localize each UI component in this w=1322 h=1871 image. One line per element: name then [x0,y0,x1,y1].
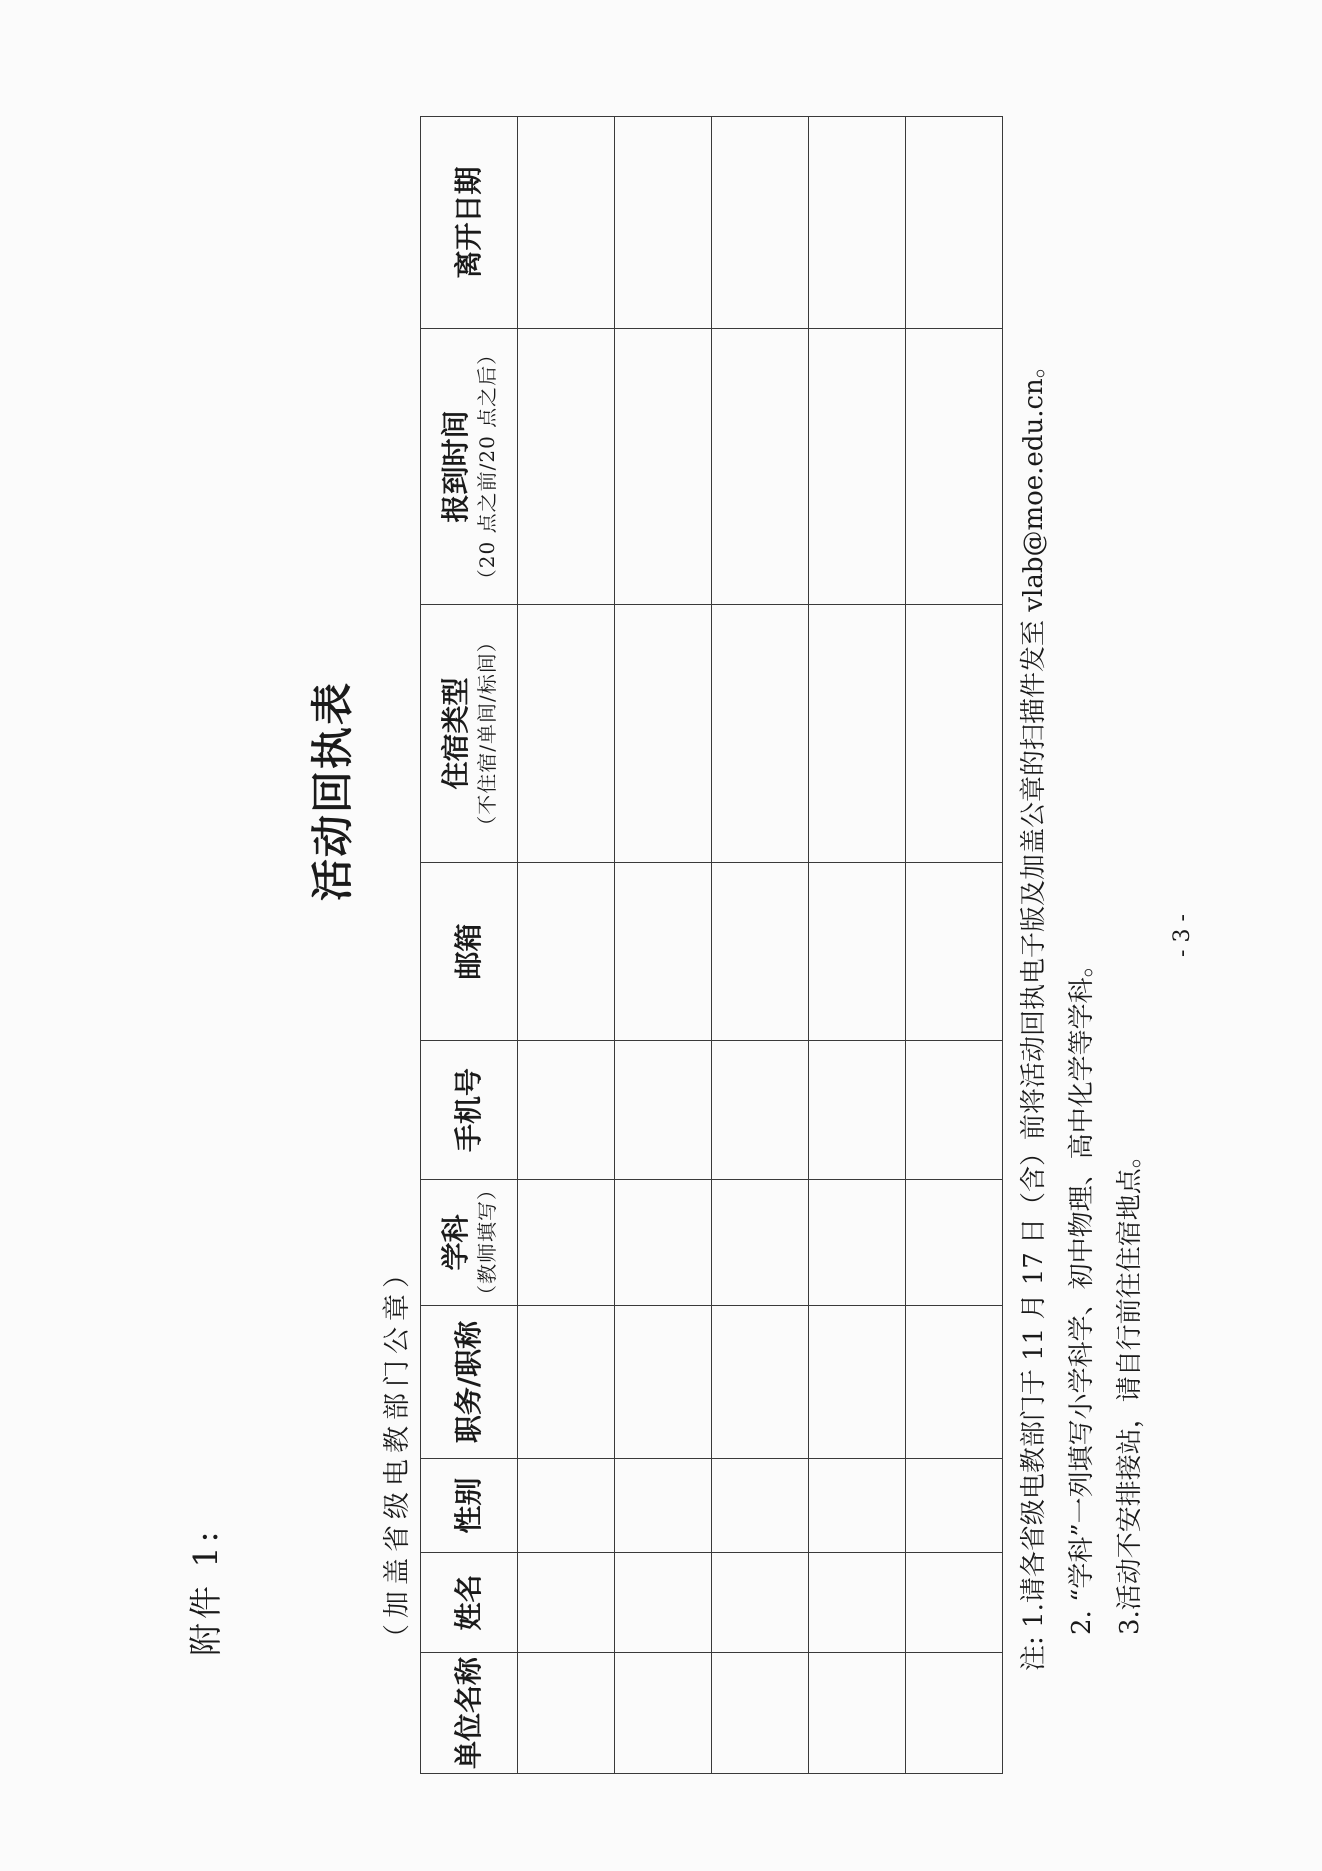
table-cell[interactable] [615,1553,712,1653]
note-line-2: 2. “学科”一列填写小学科学、初中物理、高中化学等学科。 [1067,951,1097,1635]
table-cell[interactable] [906,1653,1003,1774]
table-cell[interactable] [712,605,809,863]
table-cell[interactable] [809,1180,906,1306]
table-cell[interactable] [518,1653,615,1774]
table-cell[interactable] [906,329,1003,605]
table-cell[interactable] [615,863,712,1041]
table-cell[interactable] [809,329,906,605]
table-cell[interactable] [906,1306,1003,1459]
table-cell[interactable] [712,1459,809,1553]
table-cell[interactable] [615,329,712,605]
notes-section [1010,352,1154,1671]
table-cell[interactable] [712,1180,809,1306]
table-cell[interactable] [712,117,809,329]
table-cell[interactable] [712,1553,809,1653]
table-cell[interactable] [518,1180,615,1306]
table-cell[interactable] [906,1553,1003,1653]
table-cell[interactable] [615,605,712,863]
receipt-table [420,116,1003,1774]
table-cell[interactable] [615,1306,712,1459]
table-cell[interactable] [712,1306,809,1459]
col-header-email: 邮箱 [421,863,518,1041]
table-cell[interactable] [809,1041,906,1180]
table-cell[interactable] [615,117,712,329]
stamp-note: （加盖省级电教部门公章） [382,1255,413,1651]
table-cell[interactable] [518,605,615,863]
table-cell[interactable] [906,1041,1003,1180]
table-cell[interactable] [615,1459,712,1553]
table-cell[interactable] [712,329,809,605]
table-cell[interactable] [809,605,906,863]
document-title: 活动回执表 [308,681,357,902]
note-line-1: 注: 1.请各省级电教部门于 11 月 17 日（含）前将活动回执电子版及加盖公章的扫描件发至 vlab@moe.edu.cn。 [1019,352,1049,1671]
table-cell[interactable] [809,117,906,329]
table-header-row [421,117,518,1774]
table-cell[interactable] [809,1553,906,1653]
table-cell[interactable] [712,1041,809,1180]
table-cell[interactable] [712,1653,809,1774]
table-cell[interactable] [518,1306,615,1459]
table-cell[interactable] [906,1459,1003,1553]
table-cell[interactable] [712,863,809,1041]
table-cell[interactable] [518,1459,615,1553]
table-row [906,117,1003,1774]
attachment-label: 附件 1: [186,1527,225,1656]
table-cell[interactable] [906,863,1003,1041]
table-cell[interactable] [518,863,615,1041]
col-header-gender: 性别 [421,1459,518,1553]
table-cell[interactable] [615,1180,712,1306]
table-cell[interactable] [809,1459,906,1553]
table-cell[interactable] [518,329,615,605]
col-header-phone: 手机号 [421,1041,518,1180]
table-cell[interactable] [615,1041,712,1180]
table-cell[interactable] [906,117,1003,329]
table-row [809,117,906,1774]
col-header-subject: 学科 （教师填写） [421,1180,518,1306]
col-header-position: 职务/职称 [421,1306,518,1459]
table-cell[interactable] [615,1653,712,1774]
table-cell[interactable] [518,1041,615,1180]
table-row [615,117,712,1774]
table-cell[interactable] [809,1653,906,1774]
table-cell[interactable] [906,605,1003,863]
page-number: - 3 - [1170,914,1195,957]
table-cell[interactable] [906,1180,1003,1306]
table-cell[interactable] [809,863,906,1041]
table-row [712,117,809,1774]
note-line-3: 3.活动不安排接站，请自行前往住宿地点。 [1115,1142,1145,1635]
table-cell[interactable] [518,117,615,329]
col-header-leave-date: 离开日期 [421,117,518,329]
table-cell[interactable] [518,1553,615,1653]
col-header-unit: 单位名称 [421,1653,518,1774]
col-header-name: 姓名 [421,1553,518,1653]
table-cell[interactable] [809,1306,906,1459]
col-header-lodging: 住宿类型 （不住宿/单间/标间） [421,605,518,863]
col-header-checkin-time: 报到时间 （20 点之前/20 点之后） [421,329,518,605]
table-row [518,117,615,1774]
